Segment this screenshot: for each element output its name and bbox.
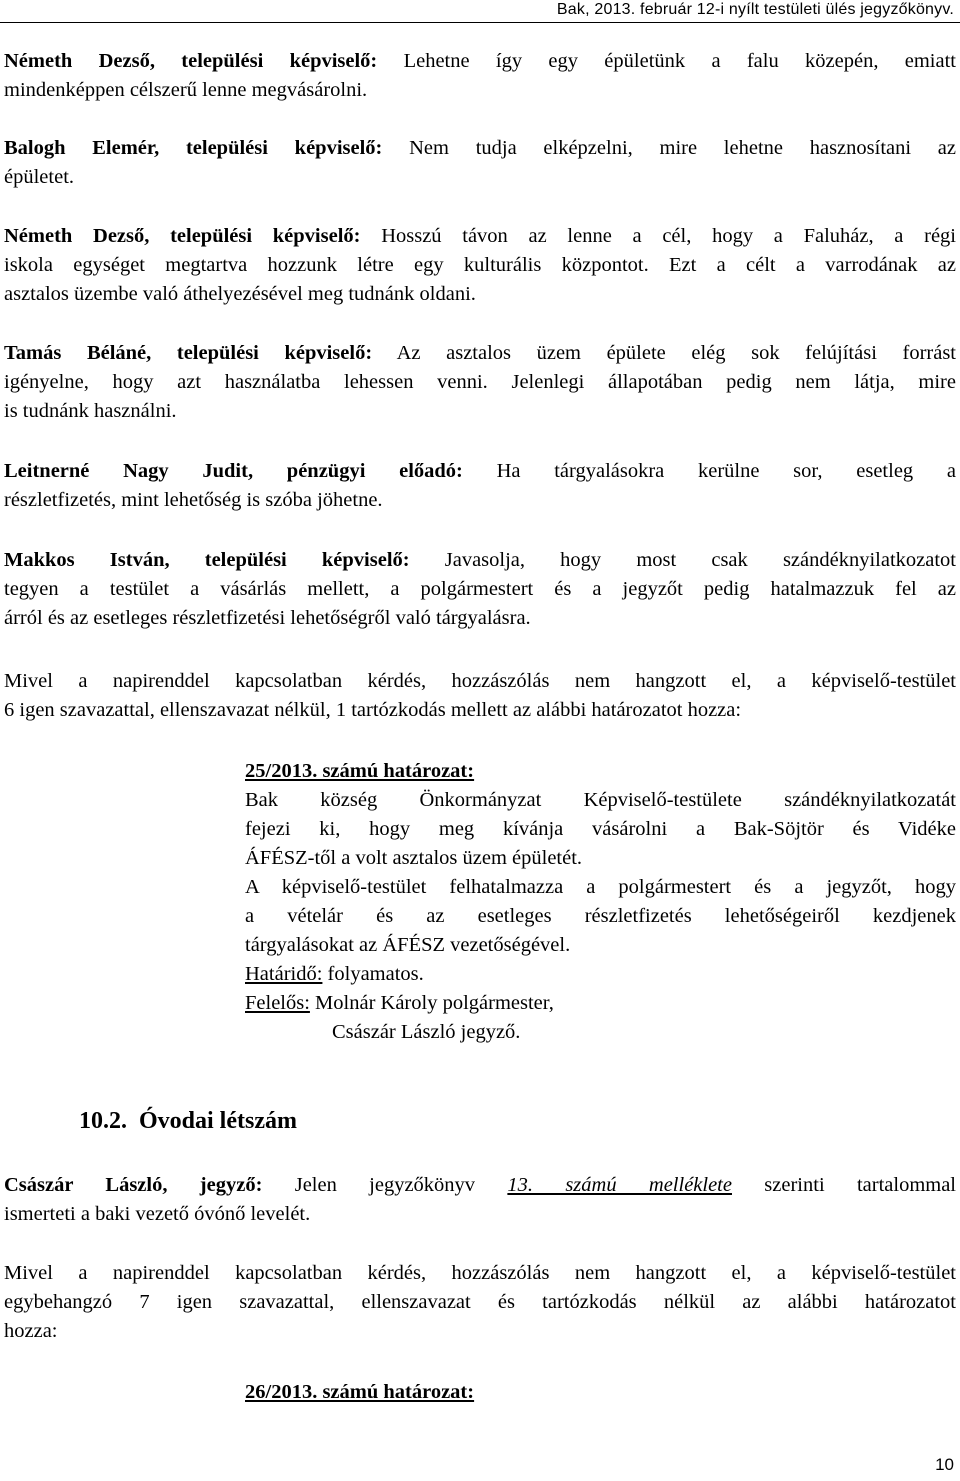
section-number: 10.2.: [79, 1108, 127, 1134]
paragraph-balogh: [4, 134, 956, 192]
resolution-text: A képviselő-testület felhatalmazza a polgármestert és a jegyzőt, hogy: [245, 876, 956, 898]
resolution-26: [245, 1378, 956, 1407]
paragraph-text: iskola egységet megtartva hozzunk létre egy kulturális központot. Ezt a célt a varrodának az: [4, 254, 956, 276]
paragraph-notary: [4, 1171, 956, 1229]
paragraph-text: árról és az esetleges részletfizetési lehetőségről való tárgyalásra.: [4, 607, 531, 629]
paragraph-text: Ha tárgyalásokra kerülne sor, esetleg a: [462, 460, 956, 482]
responsible-value-2: Császár László jegyző.: [332, 1021, 521, 1043]
paragraph-text: Az asztalos üzem épülete elég sok felújítási forrást: [372, 342, 956, 364]
page-number: 10: [935, 1455, 954, 1474]
paragraph-makkos: [4, 546, 956, 633]
annex-reference-number: 13.: [507, 1174, 533, 1196]
section-title: Óvodai létszám: [139, 1108, 297, 1134]
paragraph-leitnerne: [4, 457, 956, 515]
paragraph-text: mindenképpen célszerű lenne megvásárolni.: [4, 79, 368, 101]
speaker-name: Makkos István, települési képviselő:: [4, 549, 410, 571]
speaker-name: Németh Dezső, települési képviselő:: [4, 50, 378, 72]
section-heading: [79, 1108, 297, 1135]
paragraph-text: Mivel a napirenddel kapcsolatban kérdés, hozzászólás nem hangzott el, a képviselő-testület: [4, 1262, 956, 1284]
paragraph-text: Javasolja, hogy most csak szándéknyilatkozatot: [409, 549, 956, 571]
deadline-label: Határidő:: [245, 963, 323, 985]
paragraph-text: Hosszú távon az lenne a cél, hogy a Faluház, a régi: [360, 225, 956, 247]
resolution-25: [245, 757, 956, 1047]
speaker-name: Balogh Elemér, települési képviselő:: [4, 137, 383, 159]
paragraph-text: igényelne, hogy azt használatba lehessen venni. Jelenlegi állapotában pedig nem látja, mire: [4, 371, 956, 393]
deadline-value: folyamatos.: [322, 963, 424, 985]
speaker-name: Leitnerné Nagy Judit, pénzügyi előadó:: [4, 460, 463, 482]
speaker-name: Tamás Béláné, települési képviselő:: [4, 342, 373, 364]
paragraph-text: Mivel a napirenddel kapcsolatban kérdés, hozzászólás nem hangzott el, a képviselő-testület: [4, 670, 956, 692]
speaker-name: Császár László, jegyző:: [4, 1174, 263, 1196]
resolution-text: ÁFÉSZ-től a volt asztalos üzem épületét.: [245, 847, 583, 869]
vote-paragraph-2: [4, 1259, 956, 1346]
page-header: Bak, 2013. február 12-i nyílt testületi ülés jegyzőkönyv.: [556, 1, 954, 18]
paragraph-text: Lehetne így egy épületünk a falu közepén, emiatt: [377, 50, 956, 72]
annex-reference-text: számú melléklete: [533, 1174, 732, 1196]
resolution-text: Bak község Önkormányzat Képviselő-testülete szándéknyilatkozatát: [245, 789, 956, 811]
paragraph-text: egybehangzó 7 igen szavazattal, ellenszavazat és tartózkodás nélkül az alábbi határozatot: [4, 1291, 956, 1313]
paragraph-text: asztalos üzembe való áthelyezésével meg tudnánk oldani.: [4, 283, 476, 305]
resolution-responsible: [245, 989, 956, 1018]
responsible-value: Molnár Károly polgármester,: [309, 992, 554, 1014]
paragraph-text: hozza:: [4, 1320, 58, 1342]
paragraph-text: 6 igen szavazattal, ellenszavazat nélkül, 1 tartózkodás mellett az alábbi határozatot hozza:: [4, 699, 742, 721]
header-rule: [0, 22, 960, 23]
paragraph-nemeth-1: [4, 47, 956, 105]
speaker-name: Németh Dezső, települési képviselő:: [4, 225, 361, 247]
paragraph-nemeth-2: [4, 222, 956, 309]
responsible-label: Felelős:: [245, 992, 310, 1014]
resolution-text: fejezi ki, hogy meg kívánja vásárolni a Bak-Söjtör és Vidéke: [245, 818, 956, 840]
paragraph-tamas: [4, 339, 956, 426]
paragraph-text: is tudnánk használni.: [4, 400, 177, 422]
paragraph-text: részletfizetés, mint lehetőség is szóba jöhetne.: [4, 489, 383, 511]
paragraph-text: épületet.: [4, 166, 75, 188]
paragraph-text: Nem tudja elképzelni, mire lehetne hasznosítani az: [382, 137, 956, 159]
resolution-deadline: [245, 960, 956, 989]
paragraph-text: tegyen a testület a vásárlás mellett, a polgármestert és a jegyzőt pedig hatalmazzuk fel az: [4, 578, 956, 600]
paragraph-text: Jelen jegyzőkönyv: [262, 1174, 508, 1196]
paragraph-text: szerinti tartalommal: [731, 1174, 957, 1196]
resolution-text: a vételár és az esetleges részletfizetés lehetőségeiről kezdjenek: [245, 905, 956, 927]
vote-paragraph-1: [4, 667, 956, 725]
resolution-text: tárgyalásokat az ÁFÉSZ vezetőségével.: [245, 934, 571, 956]
resolution-title: 25/2013. számú határozat:: [245, 760, 475, 782]
resolution-title: 26/2013. számú határozat:: [245, 1381, 475, 1403]
paragraph-text: ismerteti a baki vezető óvónő levelét.: [4, 1203, 311, 1225]
